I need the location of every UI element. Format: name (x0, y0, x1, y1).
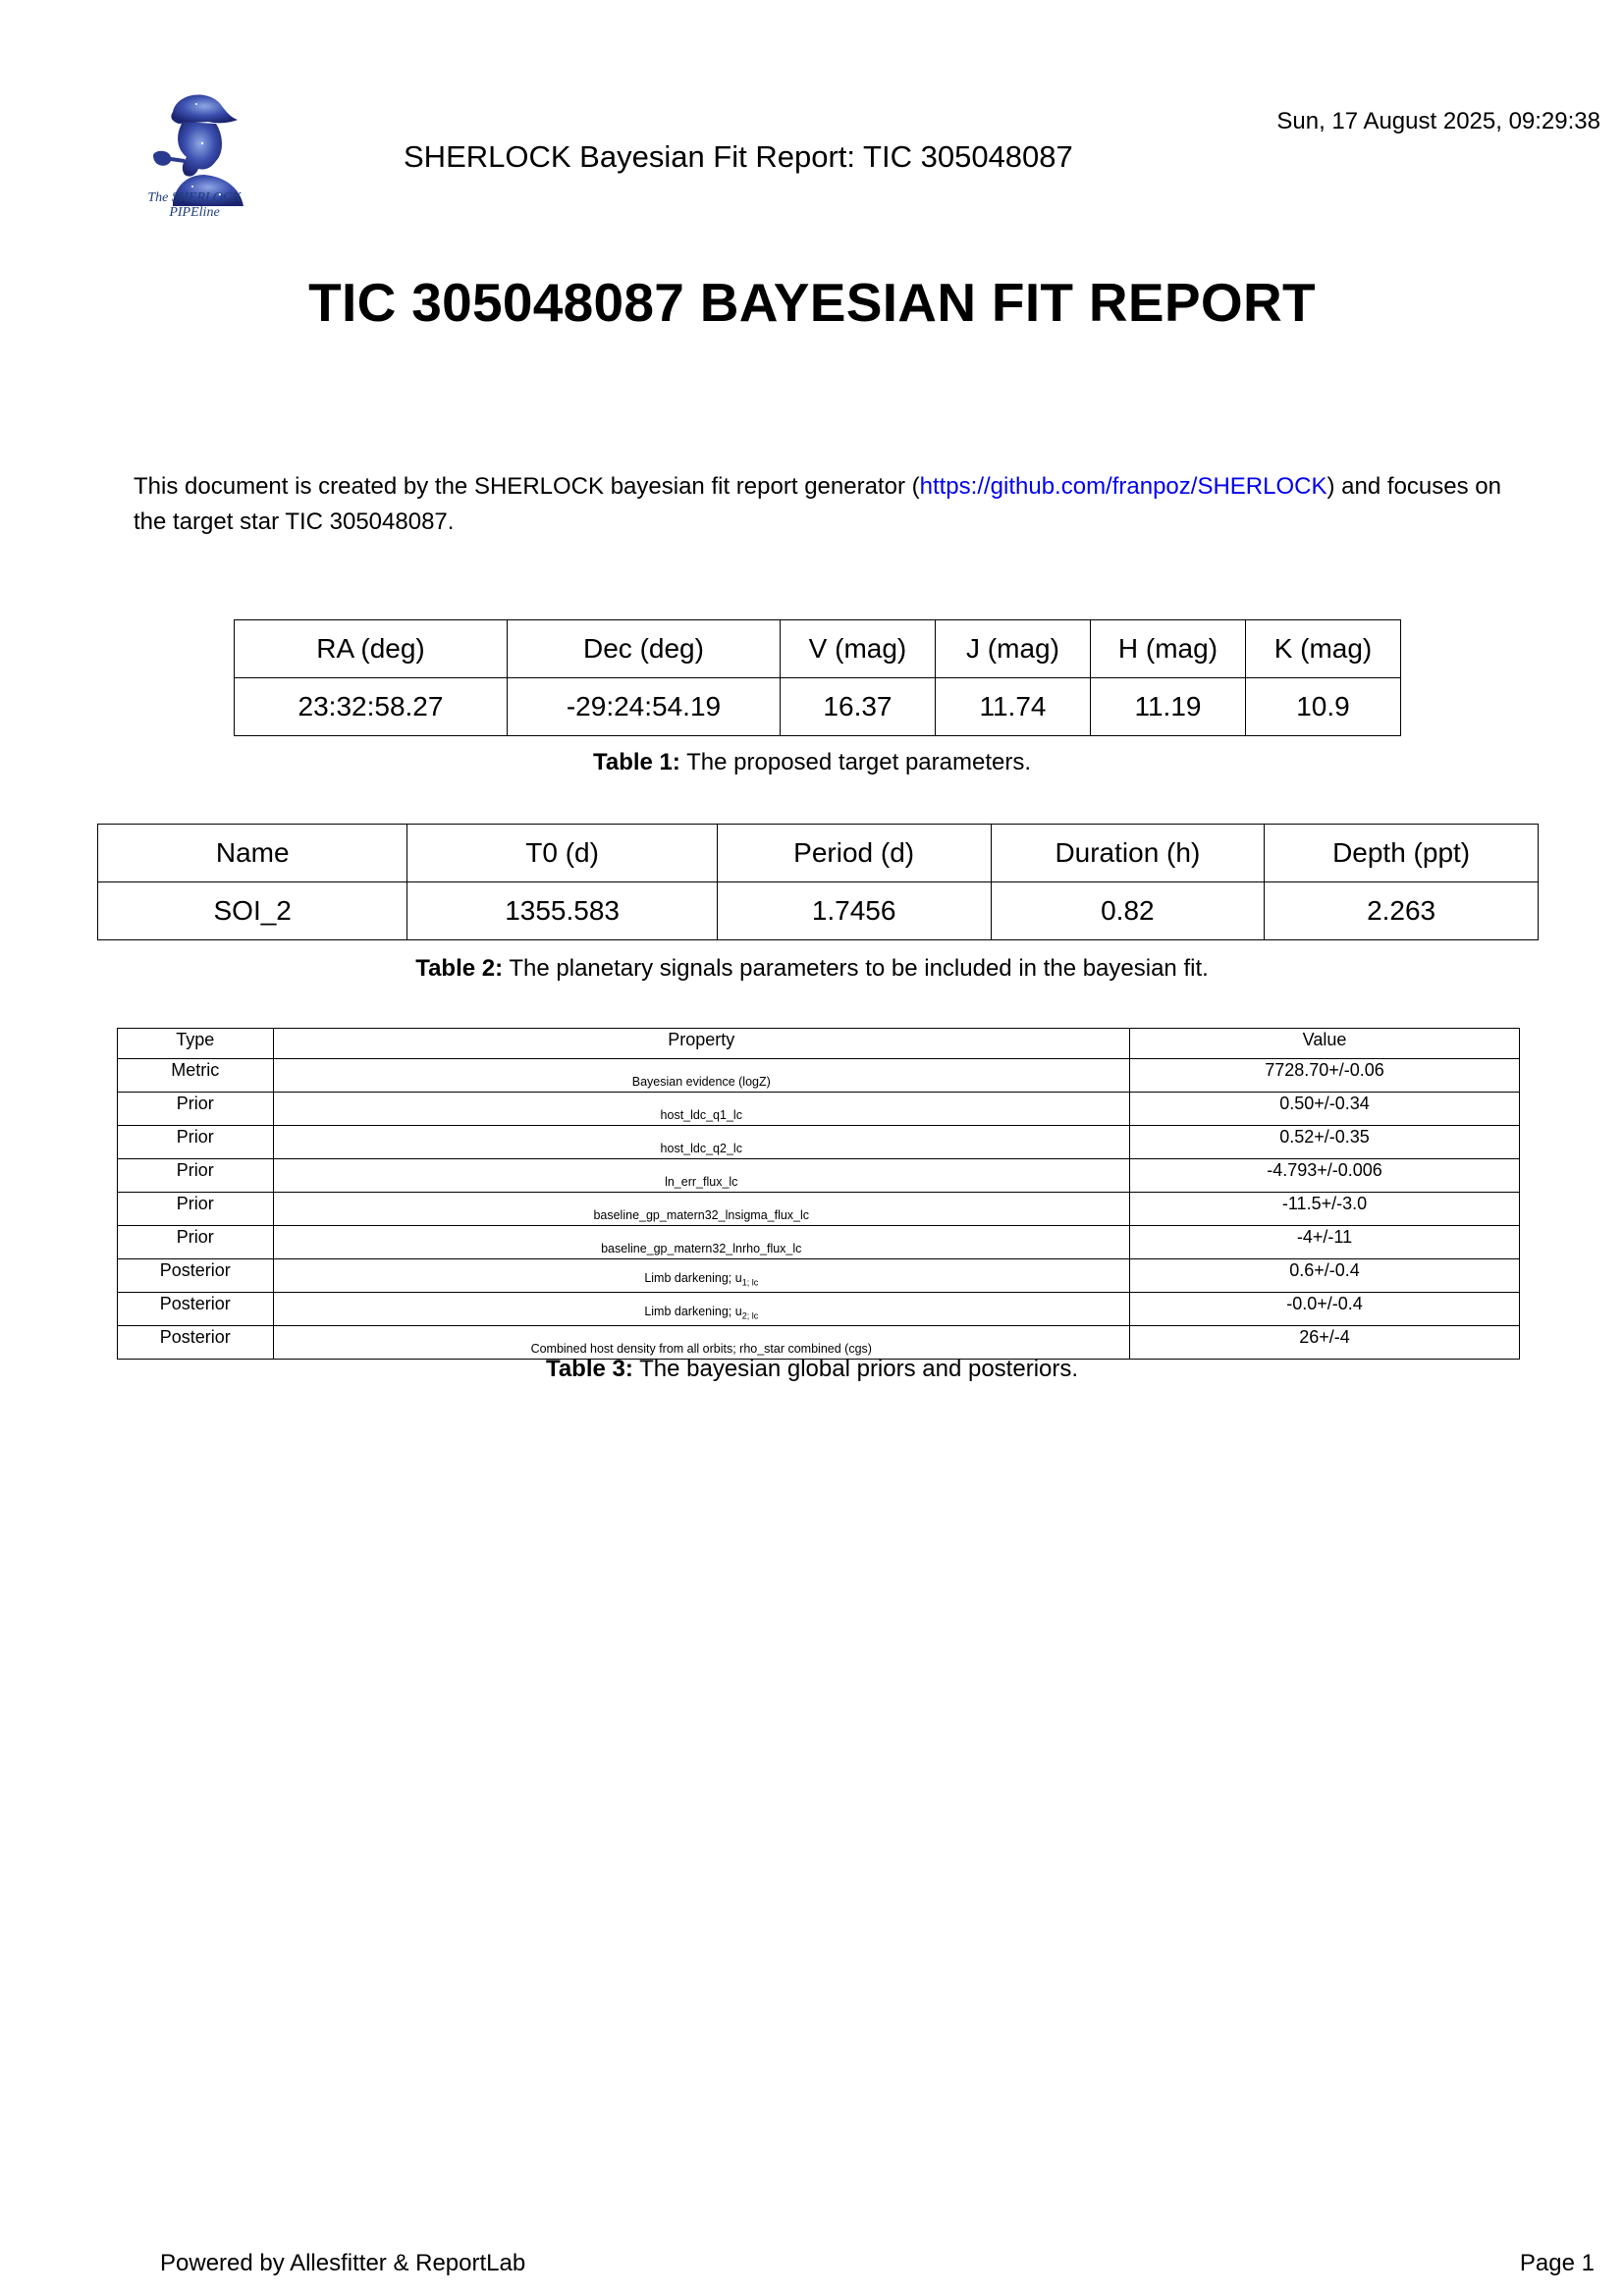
table-header-row (235, 620, 1401, 678)
property-text: baseline_gp_matern32_lnsigma_flux_lc (593, 1208, 810, 1222)
property-cell (273, 1159, 1130, 1193)
column-header: Type (118, 1029, 274, 1059)
github-link[interactable]: https://github.com/franpoz/SHERLOCK (919, 473, 1327, 500)
value-cell: 26+/-4 (1130, 1326, 1520, 1360)
type-cell: Prior (118, 1159, 274, 1193)
property-text: ln_err_flux_lc (665, 1175, 738, 1189)
table-row (118, 1226, 1520, 1259)
type-cell: Prior (118, 1193, 274, 1226)
property-text: Limb darkening; u (644, 1304, 742, 1318)
property-text: host_ldc_q1_lc (660, 1108, 742, 1122)
column-header: J (mag) (935, 620, 1090, 678)
planetary-signals-table (97, 824, 1539, 940)
table-cell: 11.74 (935, 678, 1090, 736)
footer-credit: Powered by Allesfitter & ReportLab (160, 2250, 526, 2276)
column-header: Depth (ppt) (1265, 825, 1539, 882)
header-title: SHERLOCK Bayesian Fit Report: TIC 305048087 (404, 139, 1073, 174)
caption-label: Table 3: (545, 1356, 633, 1382)
caption-label: Table 2: (415, 955, 504, 982)
header-date: Sun, 17 August 2025, 09:29:38 (1276, 108, 1600, 134)
table-cell: SOI_2 (98, 882, 407, 940)
table-row (118, 1193, 1520, 1226)
table-row (118, 1093, 1520, 1126)
value-cell: 7728.70+/-0.06 (1130, 1059, 1520, 1093)
target-parameters-table (234, 619, 1401, 736)
caption-text: The proposed target parameters. (679, 749, 1031, 775)
table-row (118, 1293, 1520, 1326)
table1-caption (0, 749, 1624, 776)
intro-paragraph (134, 469, 1501, 540)
property-cell (273, 1226, 1130, 1259)
column-header: V (mag) (780, 620, 935, 678)
type-cell: Posterior (118, 1293, 274, 1326)
property-subscript: 1; lc (741, 1277, 759, 1287)
logo-text-line1: The SHERLOCK (147, 190, 242, 205)
property-cell (273, 1293, 1130, 1326)
table-cell: 2.263 (1265, 882, 1539, 940)
column-header: Period (d) (717, 825, 991, 882)
table-row (118, 1159, 1520, 1193)
column-header: Property (273, 1029, 1130, 1059)
table-cell: 1355.583 (407, 882, 717, 940)
page-number: Page 1 (1519, 2250, 1595, 2276)
value-cell: -4.793+/-0.006 (1130, 1159, 1520, 1193)
property-text: Bayesian evidence (logZ) (631, 1075, 771, 1089)
table-row (235, 678, 1401, 736)
property-text: Limb darkening; u (644, 1270, 742, 1285)
caption-text: The planetary signals parameters to be included in the bayesian fit. (503, 955, 1209, 982)
property-cell (273, 1126, 1130, 1159)
column-header: H (mag) (1090, 620, 1245, 678)
table-row (98, 882, 1539, 940)
table3-caption (0, 1356, 1624, 1383)
intro-text-after: ) and focuses on the target star TIC 305048087. (134, 473, 1501, 535)
value-cell: 0.6+/-0.4 (1130, 1259, 1520, 1293)
table2-caption (0, 955, 1624, 983)
type-cell: Prior (118, 1093, 274, 1126)
column-header: Duration (h) (991, 825, 1265, 882)
column-header: Dec (deg) (507, 620, 780, 678)
type-cell: Metric (118, 1059, 274, 1093)
property-text: Combined host density from all orbits; rho_star combined (cgs) (530, 1342, 872, 1356)
column-header: Value (1130, 1029, 1520, 1059)
column-header: RA (deg) (235, 620, 508, 678)
priors-posteriors-table (117, 1028, 1520, 1360)
column-header: Name (98, 825, 407, 882)
property-subscript: 2; lc (741, 1310, 759, 1320)
page-title: TIC 305048087 BAYESIAN FIT REPORT (308, 272, 1316, 333)
column-header: K (mag) (1245, 620, 1400, 678)
table-cell: 1.7456 (717, 882, 991, 940)
property-text: baseline_gp_matern32_lnrho_flux_lc (601, 1242, 802, 1255)
property-cell (273, 1259, 1130, 1293)
logo-text-line2: PIPEline (169, 205, 220, 220)
value-cell: 0.52+/-0.35 (1130, 1126, 1520, 1159)
table-row (118, 1059, 1520, 1093)
type-cell: Posterior (118, 1259, 274, 1293)
value-cell: -11.5+/-3.0 (1130, 1193, 1520, 1226)
table-cell: -29:24:54.19 (507, 678, 780, 736)
table-cell: 0.82 (991, 882, 1265, 940)
intro-text-before: This document is created by the SHERLOCK bayesian fit report generator ( (134, 473, 920, 500)
table-cell: 11.19 (1090, 678, 1245, 736)
table-cell: 16.37 (780, 678, 935, 736)
table-cell: 23:32:58.27 (235, 678, 508, 736)
table-row (118, 1126, 1520, 1159)
table-row (118, 1326, 1520, 1360)
value-cell: -4+/-11 (1130, 1226, 1520, 1259)
table-row (118, 1259, 1520, 1293)
column-header: T0 (d) (407, 825, 717, 882)
type-cell: Prior (118, 1226, 274, 1259)
property-cell (273, 1093, 1130, 1126)
type-cell: Posterior (118, 1326, 274, 1360)
value-cell: -0.0+/-0.4 (1130, 1293, 1520, 1326)
table-header-row (118, 1029, 1520, 1059)
logo-text (124, 190, 265, 220)
property-cell (273, 1193, 1130, 1226)
caption-label: Table 1: (592, 749, 680, 775)
property-text: host_ldc_q2_lc (660, 1142, 742, 1155)
value-cell: 0.50+/-0.34 (1130, 1093, 1520, 1126)
table-header-row (98, 825, 1539, 882)
table-cell: 10.9 (1245, 678, 1400, 736)
caption-text: The bayesian global priors and posteriors. (632, 1356, 1079, 1382)
property-cell (273, 1326, 1130, 1360)
type-cell: Prior (118, 1126, 274, 1159)
property-cell (273, 1059, 1130, 1093)
